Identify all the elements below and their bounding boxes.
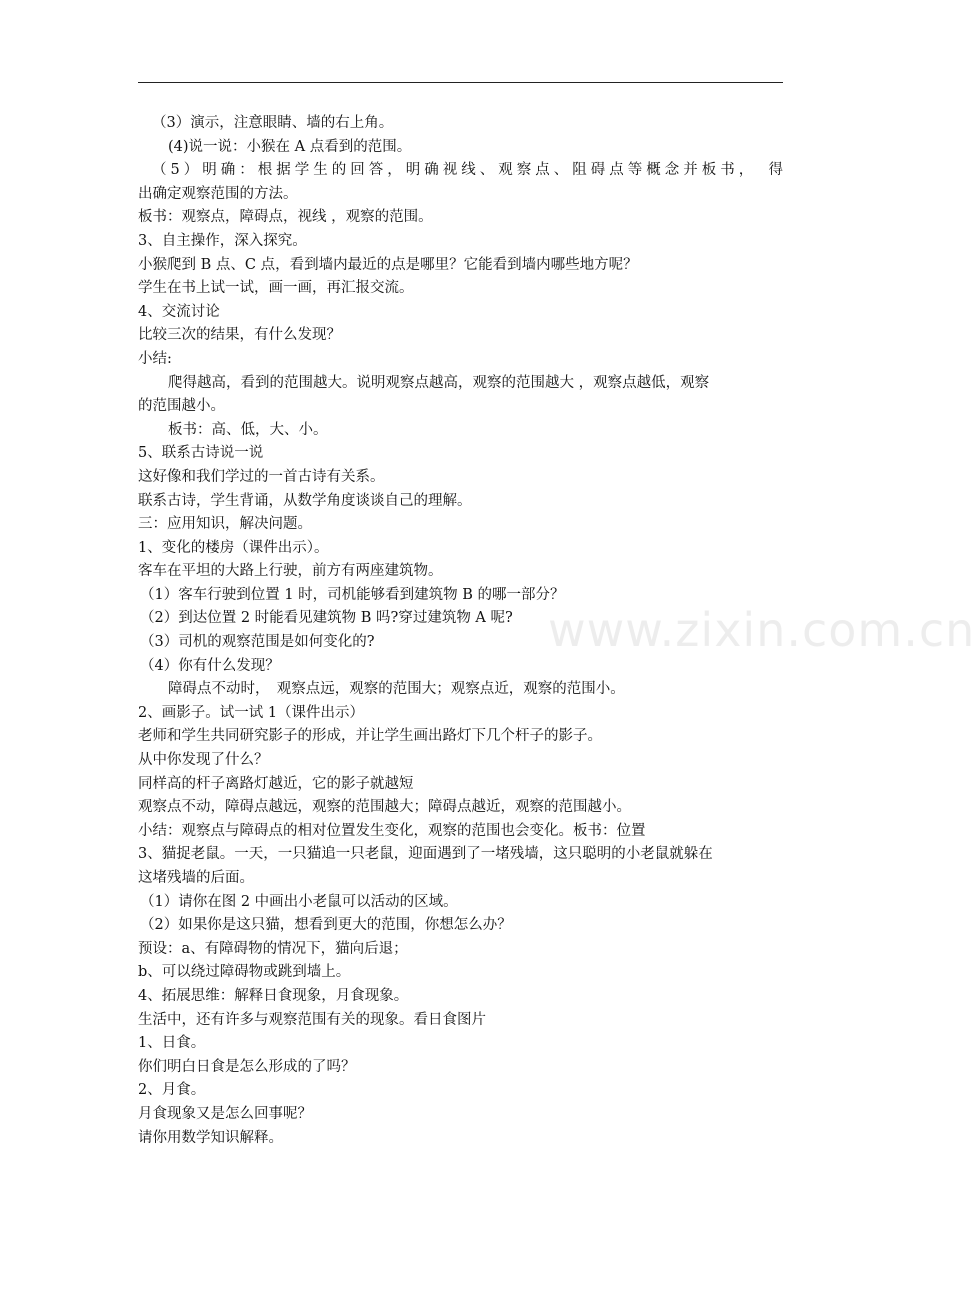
text-line: 这堵残墙的后面。 xyxy=(138,870,254,886)
section-heading: 5、联系古诗说一说 xyxy=(138,445,264,462)
text-line: 月食现象又是怎么回事呢？ xyxy=(138,1105,312,1122)
text-line: 爬得越高，看到的范围越大。说明观察点越高，观察的范围越大 ，观察点越低，观察 xyxy=(168,374,710,391)
text-line: 小结：观察点与障碍点的相对位置发生变化，观察的范围也会变化。板书：位置 xyxy=(138,822,646,839)
text-line: （3）司机的观察范围是如何变化的? xyxy=(140,634,375,651)
text-line: （1）客车行驶到位置 1 时，司机能够看到建筑物 B 的哪一部分？ xyxy=(140,586,565,603)
section-heading: 三：应用知识，解决问题。 xyxy=(138,516,312,533)
text-line: 老师和学生共同研究影子的形成，并让学生画出路灯下几个杆子的影子。 xyxy=(138,728,602,745)
section-heading: 2、画影子。试一试 1（课件出示） xyxy=(138,704,365,721)
document-body xyxy=(138,112,783,1150)
text-line: 同样高的杆子离路灯越近，它的影子就越短 xyxy=(138,775,414,792)
text-line: 小结: xyxy=(138,350,172,367)
section-heading: 2、月食。 xyxy=(138,1082,206,1099)
section-heading: 1、变化的楼房（课件出示）。 xyxy=(138,539,329,556)
text-line: （4）你有什么发现？ xyxy=(140,657,280,674)
text-line: 请你用数学知识解释。 xyxy=(138,1129,283,1146)
text-line: 你们明白日食是怎么形成的了吗？ xyxy=(138,1058,356,1075)
text-line: (4)说一说：小猴在 A 点看到的范围。 xyxy=(168,138,412,155)
text-line: 比较三次的结果，有什么发现？ xyxy=(138,327,341,344)
text-line: b、可以绕过障碍物或跳到墙上。 xyxy=(138,964,351,981)
text-line: 观察点不动，障碍点越远，观察的范围越大；障碍点越近，观察的范围越小。 xyxy=(138,799,631,816)
section-heading: 1、日食。 xyxy=(138,1035,206,1052)
text-line: 预设：a、有障碍物的情况下，猫向后退； xyxy=(138,940,408,957)
text-line: （2）到达位置 2 时能看见建筑物 B 吗?穿过建筑物 A 呢? xyxy=(140,610,513,627)
section-heading: 4、交流讨论 xyxy=(138,303,220,320)
text-line: 障碍点不动时， 观察点远，观察的范围大；观察点近，观察的范围小。 xyxy=(168,681,625,698)
text-line: 板书：观察点，障碍点，视线 ，观察的范围。 xyxy=(138,209,433,226)
text-line: 板书：高、低，大、小。 xyxy=(168,421,328,438)
text-line: 生活中，还有许多与观察范围有关的现象。看日食图片 xyxy=(138,1011,486,1028)
text-line: 这好像和我们学过的一首古诗有关系。 xyxy=(138,468,385,485)
text-line: 的范围越小。 xyxy=(138,398,225,415)
watermark: www.zixin.com.cn xyxy=(548,603,975,657)
text-line: 从中你发现了什么？ xyxy=(138,752,269,769)
text-line: （5）明确：根据学生的回答，明确视线、观察点、阻碍点等概念并板书， 得 xyxy=(152,162,783,179)
text-line: （2）如果你是这只猫，想看到更大的范围，你想怎么办？ xyxy=(140,917,512,934)
text-line: 学生在书上试一试，画一画，再汇报交流。 xyxy=(138,280,414,297)
section-heading: 3、猫捉老鼠。一天，一只猫追一只老鼠，迎面遇到了一堵残墙，这只聪明的小老鼠就躲在 xyxy=(138,846,713,863)
text-line: 出确定观察范围的方法。 xyxy=(138,185,298,202)
section-heading: 4、拓展思维：解释日食现象，月食现象。 xyxy=(138,987,409,1004)
text-line: 小猴爬到 B 点、C 点，看到墙内最近的点是哪里？它能看到墙内哪些地方呢？ xyxy=(138,256,638,273)
text-line: （1）请你在图 2 中画出小老鼠可以活动的区域。 xyxy=(140,893,458,910)
text-line: 客车在平坦的大路上行驶，前方有两座建筑物。 xyxy=(138,563,443,580)
header-rule xyxy=(138,82,783,83)
text-line: （3）演示，注意眼睛、墙的右上角。 xyxy=(152,115,394,131)
section-heading: 3、自主操作，深入探究。 xyxy=(138,232,307,249)
text-line: 联系古诗，学生背诵，从数学角度谈谈自己的理解。 xyxy=(138,492,472,509)
